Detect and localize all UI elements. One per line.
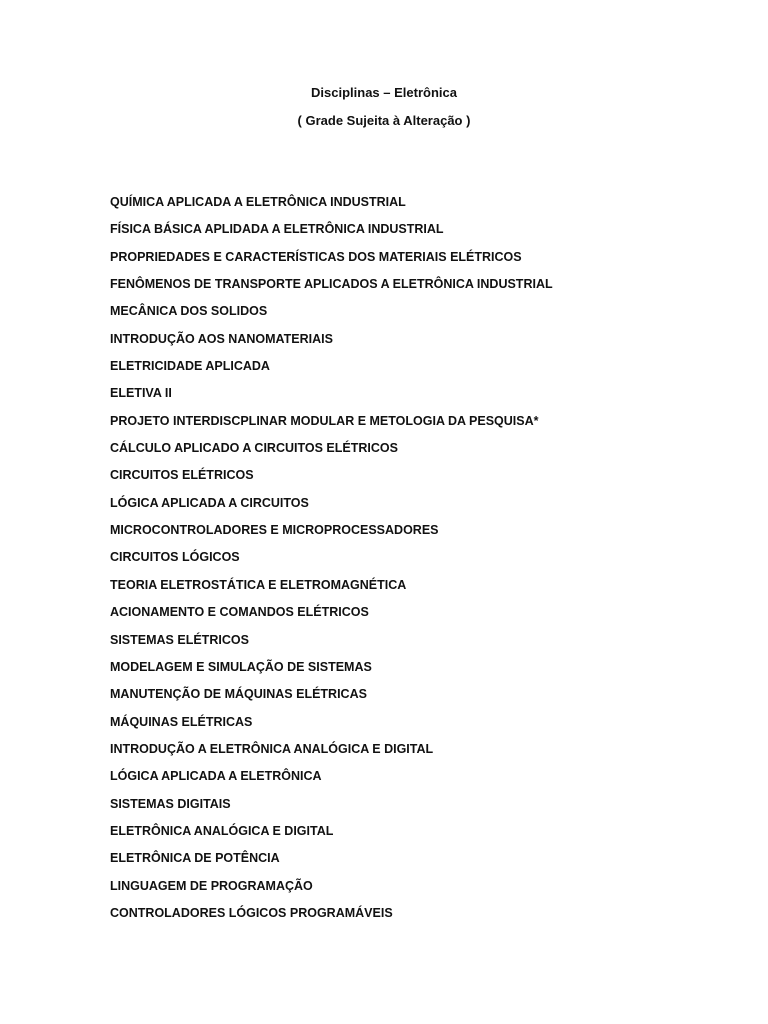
course-item: PROPRIEDADES E CARACTERÍSTICAS DOS MATERIAIS ELÉTRICOS	[110, 249, 522, 264]
course-item: LÓGICA APLICADA A CIRCUITOS	[110, 495, 309, 510]
course-item: CIRCUITOS LÓGICOS	[110, 550, 240, 565]
course-item: QUÍMICA APLICADA A ELETRÔNICA INDUSTRIAL	[110, 195, 406, 209]
course-item: MICROCONTROLADORES E MICROPROCESSADORES	[110, 523, 439, 538]
course-item: SISTEMAS DIGITAIS	[110, 796, 231, 811]
course-item: ACIONAMENTO E COMANDOS ELÉTRICOS	[110, 605, 369, 620]
document-title: Disciplinas – Eletrônica	[311, 85, 457, 100]
course-item: ELETIVA II	[110, 386, 172, 401]
course-item: FÍSICA BÁSICA APLIDADA A ELETRÔNICA INDUSTRIAL	[110, 222, 444, 237]
course-item: TEORIA ELETROSTÁTICA E ELETROMAGNÉTICA	[110, 577, 407, 592]
course-item: MODELAGEM E SIMULAÇÃO DE SISTEMAS	[110, 659, 372, 674]
document-subtitle: ( Grade Sujeita à Alteração )	[297, 113, 471, 128]
course-item: CÁLCULO APLICADO A CIRCUITOS ELÉTRICOS	[110, 441, 398, 456]
course-item: MANUTENÇÃO DE MÁQUINAS ELÉTRICAS	[110, 687, 367, 702]
course-item: MÁQUINAS ELÉTRICAS	[110, 714, 253, 729]
course-item: ELETRÔNICA DE POTÊNCIA	[110, 851, 280, 866]
course-item: INTRODUÇÃO A ELETRÔNICA ANALÓGICA E DIGITAL	[110, 741, 434, 756]
course-list	[110, 193, 553, 931]
course-item: LINGUAGEM DE PROGRAMAÇÃO	[110, 878, 313, 893]
course-item: MECÂNICA DOS SOLIDOS	[110, 304, 268, 319]
course-item: SISTEMAS ELÉTRICOS	[110, 632, 249, 647]
course-item: PROJETO INTERDISCPLINAR MODULAR E METOLOGIA DA PESQUISA*	[110, 413, 539, 428]
course-item: LÓGICA APLICADA A ELETRÔNICA	[110, 769, 322, 784]
course-item: FENÔMENOS DE TRANSPORTE APLICADOS A ELETRÔNICA INDUSTRIAL	[110, 277, 553, 292]
course-item: INTRODUÇÃO AOS NANOMATERIAIS	[110, 331, 333, 346]
course-item: ELETRÔNICA ANALÓGICA E DIGITAL	[110, 823, 334, 838]
course-item: ELETRICIDADE APLICADA	[110, 359, 270, 374]
course-item: CIRCUITOS ELÉTRICOS	[110, 468, 254, 483]
course-item: CONTROLADORES LÓGICOS PROGRAMÁVEIS	[110, 905, 393, 920]
